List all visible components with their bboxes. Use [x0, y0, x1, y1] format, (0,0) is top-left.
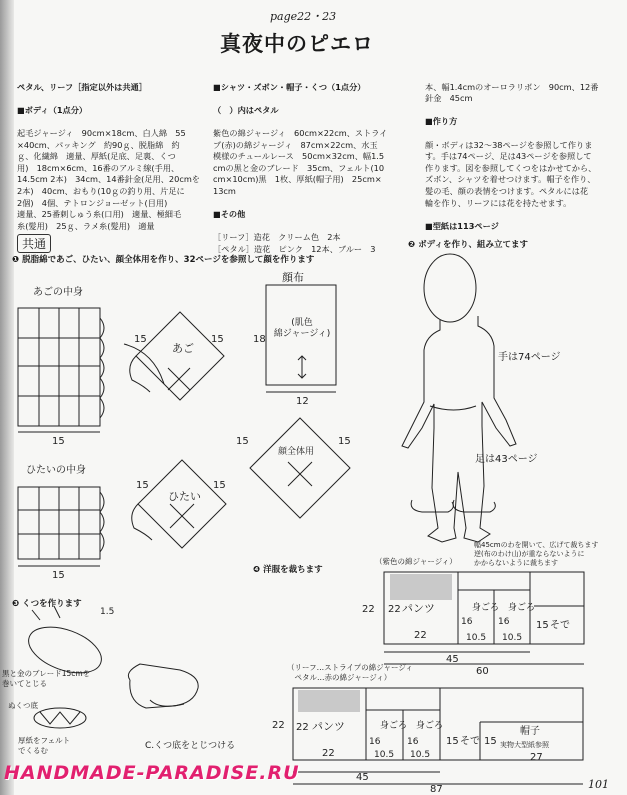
dim-face-diamond: 15 — [236, 436, 249, 447]
face-whole-diamond — [250, 418, 350, 518]
hitai-filling-grid — [18, 487, 104, 566]
materials-other-heading: ■その他 — [213, 209, 246, 220]
dim-stripe-body-w: 10.5 — [374, 750, 395, 760]
ago-filling-label: あごの中身 — [33, 287, 83, 298]
page-number: 101 — [588, 778, 609, 791]
stripe-sleeve-label: そで — [460, 736, 480, 747]
materials-sub-body: ■ボディ（1点分） — [17, 104, 88, 115]
common-tag: 共通 — [17, 234, 51, 253]
materials-body-list: 起毛ジャージィ 90cm×18cm、白人綿 55 ×40cm、パッキング 約90ｇ、脱脂綿 約 ｇ、化繊綿 適量、厚紙(足底、足裏、くつ 用) 18cm×6cm、16番のアルミ線(手用、 14.5cm 2本) 34cm、14番針金(足用、20cmを 2本) 40cm、おもり(10ｇの釣り用、片足に 2個) 4個、テトロンジョーゼット(目用) 適量、25番刺しゅう糸(口用) 適量、極細毛 糸(髪用) 25ｇ、ラメ糸(髪用) 適量 — [17, 127, 200, 231]
shoe-braid-note: 黒と金のブレード15cmを 巻いてとじる — [2, 669, 91, 688]
dim-hat-w: 27 — [530, 752, 543, 763]
face-cloth-fabric-note: (肌色 綿ジャージィ) — [273, 318, 331, 339]
materials-sub-petal-note: （ ）内はペタル — [213, 104, 279, 115]
dim-stripe-pants-h: 22 — [296, 722, 309, 733]
dim-shoe: 1.5 — [100, 607, 115, 617]
dim-stripe-body-h-2: 16 — [407, 737, 419, 747]
watermark: HANDMADE-PARADISE.RU — [4, 762, 300, 784]
shoe-sole-label: ぬくつ底 — [8, 701, 38, 710]
step1-label: ❶ 脱脂綿であご、ひたい、顔全体用を作り、32ページを参照して顔を作ります — [12, 255, 315, 265]
foot-page-ref: 足は43ページ — [475, 454, 538, 465]
pattern-reference: ■型紙は113ページ — [425, 220, 499, 231]
step3-label: ❸ くつを作ります — [12, 599, 82, 609]
migoro-label: 身ごろ — [472, 603, 500, 613]
dim-stripe-body-h: 16 — [369, 737, 381, 747]
howto-heading: ■作り方 — [425, 116, 458, 127]
stripe-shaded-area — [298, 690, 360, 712]
ago-filling-grid — [18, 308, 104, 432]
dim-sleeve-h: 15 — [536, 620, 549, 631]
hitai-filling-label: ひたいの中身 — [26, 465, 86, 476]
dim-stripe-height: 22 — [272, 720, 285, 731]
hat-note: 実物大型紙参照 — [500, 741, 549, 749]
dim-purple-height: 22 — [362, 604, 375, 615]
dim-stripe-sleeve-h: 15 — [446, 736, 459, 747]
dim-cloth-height: 18 — [253, 334, 266, 345]
dim-body-w-2: 10.5 — [502, 633, 523, 643]
materials-clothes-list: 紫色の綿ジャージィ 60cm×22cm、ストライ プ(赤)の綿ジャージィ 87cm×22cm、水玉 模様のチュールレース 50cm×32cm、幅1.5 cmの黒と金のブレード 35cm、フェルト(10 cm×10cm)黒 1枚、厚紙(帽子用) 25cm× 13cm — [213, 127, 388, 196]
dim-hitai-diamond-2: 15 — [213, 480, 226, 491]
face-cloth-rect — [266, 285, 336, 392]
pants-label: パンツ — [402, 602, 435, 615]
materials-heading-clothes: ■シャツ・ズボン・帽子・くつ（1点分） — [213, 81, 366, 92]
ago-label: あご — [172, 342, 194, 355]
hitai-diamond — [132, 460, 226, 548]
migoro-label-2: 身ごろ — [508, 603, 536, 613]
purple-shaded-area — [390, 574, 452, 600]
page-reference: page22・23 — [270, 10, 337, 23]
step4-label: ❹ 洋服を裁ちます — [253, 565, 323, 575]
shoe-drawing — [22, 606, 198, 728]
fabric-stripe-label: （リーフ…ストライプの綿ジャージィ ペタル…赤の綿ジャージィ） — [287, 663, 413, 682]
step2-label: ❷ ボディを作り、組み立てます — [408, 240, 528, 250]
dim-body-w: 10.5 — [466, 633, 487, 643]
sleeve-label: そで — [550, 620, 570, 631]
shoe-attach-note: C.くつ底をとじつける — [145, 741, 236, 751]
materials-continued: 本、幅1.4cmのオーロラリボン 90cm、12番 針金 45cm — [425, 81, 599, 104]
stripe-migoro-label-2: 身ごろ — [416, 721, 444, 731]
dim-cloth-width: 12 — [296, 396, 309, 407]
dim-pants-width: 22 — [414, 630, 427, 641]
shoe-felt-note: 厚紙をフェルト でくるむ — [18, 736, 71, 755]
dim-ago-diamond: 15 — [134, 334, 147, 345]
stripe-pants-label: パンツ — [312, 720, 345, 733]
dim-stripe-87: 87 — [430, 784, 443, 795]
dim-face-diamond-2: 15 — [338, 436, 351, 447]
face-cloth-label: 顔布 — [282, 271, 304, 284]
dim-stripe-body-w-2: 10.5 — [410, 750, 431, 760]
fabric-purple-label: （紫色の綿ジャージィ） — [375, 557, 457, 566]
ago-diamond — [124, 312, 224, 400]
howto-body: 顔・ボディは32〜38ページを参照して作りま す。手は74ページ、足は43ページを参照して 作ります。図を参照してくつをはかせてから、 ズボン、シャツを着せつけます。帽子を作り、 髪の毛、顔の表情をつけます。ペタルには花 輪を作り、リーフには花を持たせます。 — [425, 139, 597, 208]
dim-hitai-width: 15 — [52, 570, 65, 581]
page-title: 真夜中のピエロ — [220, 31, 374, 56]
dim-hitai-diamond: 15 — [136, 480, 149, 491]
dim-ago-width: 15 — [52, 436, 65, 447]
stripe-migoro-label: 身ごろ — [380, 721, 408, 731]
dim-stripe-45: 45 — [356, 772, 369, 783]
materials-heading-common: ペタル、リーフ［指定以外は共通］ — [17, 81, 147, 92]
hat-label: 帽子 — [520, 726, 540, 737]
dim-purple-45: 45 — [446, 654, 459, 665]
dim-body-h-2: 16 — [498, 617, 510, 627]
hand-page-ref: 手は74ページ — [498, 352, 561, 363]
dim-purple-60: 60 — [476, 666, 489, 677]
dim-pants-height: 22 — [388, 604, 401, 615]
dim-stripe-pants-w: 22 — [322, 748, 335, 759]
dim-ago-diamond-2: 15 — [211, 334, 224, 345]
cutting-fold-note: 幅45cmのわを開いて、広げて裁ちます 逆(布のわけ山)が重ならないように かからないように裁ちます — [474, 541, 599, 567]
face-whole-label: 顔全体用 — [278, 447, 315, 457]
hitai-label: ひたい — [168, 490, 201, 503]
doll-body-figure — [402, 254, 516, 542]
dim-body-h: 16 — [461, 617, 473, 627]
materials-other-list: ［リーフ］造花 クリーム色 2本 ［ペタル］造花 ピンク 12本、ブルー 3 — [213, 232, 376, 254]
dim-hat-h: 15 — [484, 736, 497, 747]
